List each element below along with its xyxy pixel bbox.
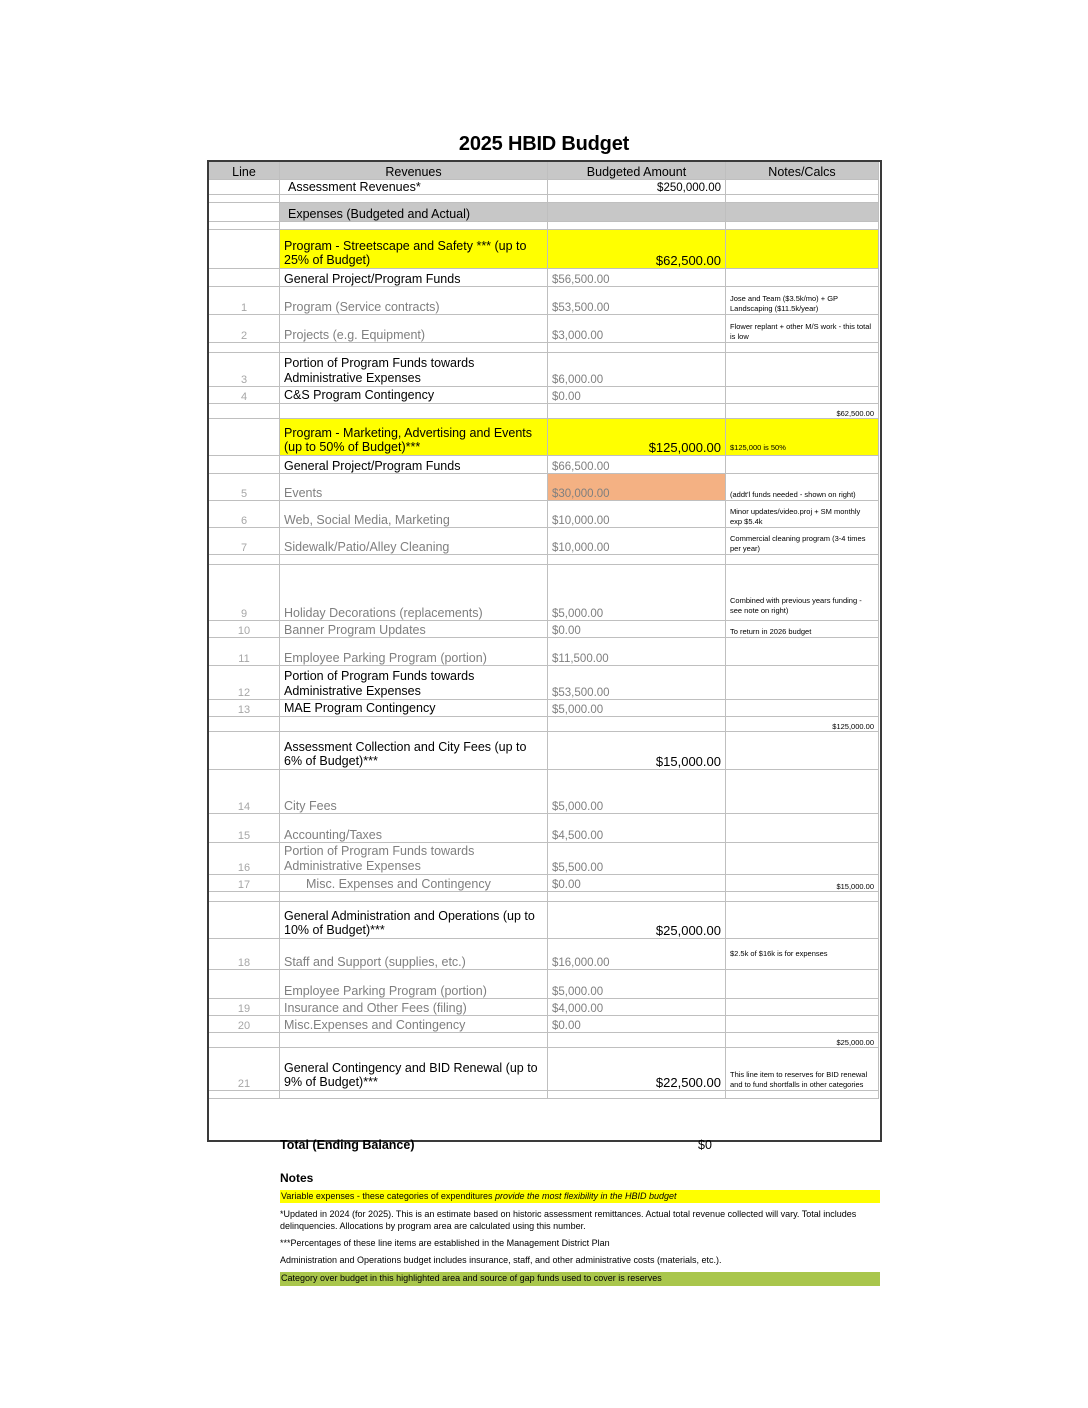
row-note: Combined with previous years funding - see note on right) [726, 565, 879, 621]
row-amount: $5,000.00 [548, 700, 726, 717]
line-number: 1 [209, 287, 280, 315]
line-number: 2 [209, 315, 280, 343]
spacer-line [209, 1091, 280, 1099]
category-header-row [209, 419, 879, 456]
table-row [209, 1016, 879, 1033]
row-label: Employee Parking Program (portion) [280, 638, 548, 666]
row-label: Insurance and Other Fees (filing) [280, 999, 548, 1016]
table-row [209, 565, 879, 621]
table-row [209, 621, 879, 638]
row-note [726, 843, 879, 875]
column-header-amount: Budgeted Amount [548, 162, 726, 180]
table-row [209, 875, 879, 892]
spacer-amt [548, 222, 726, 230]
line-number: 10 [209, 621, 280, 638]
table-row-events [209, 474, 879, 501]
row-note [726, 814, 879, 843]
row-note [726, 999, 879, 1016]
row-note [726, 970, 879, 999]
row-amount: $250,000.00 [548, 180, 726, 195]
subtotal-desc [280, 1033, 548, 1048]
spacer-row [209, 343, 879, 353]
row-note: Jose and Team ($3.5k/mo) + GP Landscaping ($11.5k/year) [726, 287, 879, 315]
line-number: 14 [209, 770, 280, 814]
row-note [726, 353, 879, 387]
table-row [209, 501, 879, 528]
column-header-notes: Notes/Calcs [726, 162, 879, 180]
spacer-notes [726, 892, 879, 902]
category-subtotal: $125,000.00 [726, 717, 879, 732]
row-note: To return in 2026 budget [726, 621, 879, 638]
table-row [209, 970, 879, 999]
row-note [726, 666, 879, 700]
subtotal-line [209, 404, 280, 419]
row-label: C&S Program Contingency [280, 387, 548, 404]
category-header-row-contingency [209, 1048, 879, 1091]
row-note: Commercial cleaning program (3-4 times per year) [726, 528, 879, 555]
row-label: Portion of Program Funds towards Administrative Expenses [280, 843, 548, 875]
table-row [209, 700, 879, 717]
category-note [726, 732, 879, 770]
row-amount: $0.00 [548, 621, 726, 638]
category-amount: $62,500.00 [548, 230, 726, 269]
row-label: Banner Program Updates [280, 621, 548, 638]
row-label: Assessment Revenues* [280, 180, 548, 195]
table-row [209, 528, 879, 555]
budget-table [208, 161, 879, 1099]
row-amount: $53,500.00 [548, 666, 726, 700]
subtotal-row [209, 1033, 879, 1048]
line-number: 6 [209, 501, 280, 528]
row-label: Program (Service contracts) [280, 287, 548, 315]
subtotal-row [209, 717, 879, 732]
row-note [726, 269, 879, 287]
table-row [209, 456, 879, 474]
line-number [209, 732, 280, 770]
row-amount: $4,500.00 [548, 814, 726, 843]
spacer-notes [726, 1091, 879, 1099]
table-row [209, 666, 879, 700]
spacer-line [209, 892, 280, 902]
category-amount: $15,000.00 [548, 732, 726, 770]
line-number: 5 [209, 474, 280, 501]
row-amount: $5,000.00 [548, 970, 726, 999]
row-note [726, 1016, 879, 1033]
table-row [209, 770, 879, 814]
category-subtotal: $25,000.00 [726, 1033, 879, 1048]
line-number: 21 [209, 1048, 280, 1091]
row-label: Staff and Support (supplies, etc.) [280, 939, 548, 970]
spacer-desc [280, 555, 548, 565]
section-line [209, 203, 280, 222]
subtotal-amt [548, 404, 726, 419]
table-row [209, 287, 879, 315]
section-header-expenses [209, 203, 879, 222]
category-title: General Administration and Operations (up to 10% of Budget)*** [280, 902, 548, 939]
section-label: Expenses (Budgeted and Actual) [280, 203, 548, 222]
line-number: 12 [209, 666, 280, 700]
spacer-desc [280, 195, 548, 203]
spacer-amt [548, 555, 726, 565]
spacer-row [209, 1091, 879, 1099]
row-amount: $53,500.00 [548, 287, 726, 315]
column-header-revenues: Revenues [280, 162, 548, 180]
spacer-desc [280, 892, 548, 902]
category-note [726, 902, 879, 939]
row-label: MAE Program Contingency [280, 700, 548, 717]
subtotal-desc [280, 717, 548, 732]
note-variable-italic: provide the most flexibility in the HBID budget [494, 1191, 677, 1201]
category-title: Assessment Collection and City Fees (up to 6% of Budget)*** [280, 732, 548, 770]
spacer-line [209, 343, 280, 353]
table-row [209, 939, 879, 970]
subtotal-line [209, 717, 280, 732]
spacer-amt [548, 1091, 726, 1099]
category-title: General Contingency and BID Renewal (up to 9% of Budget)*** [280, 1048, 548, 1091]
row-amount: $10,000.00 [548, 501, 726, 528]
table-row [209, 814, 879, 843]
note-over-budget: Category over budget in this highlighted area and source of gap funds used to cover is reserves [280, 1272, 880, 1285]
table-row [209, 843, 879, 875]
row-note [726, 700, 879, 717]
line-number: 7 [209, 528, 280, 555]
spacer-amt [548, 892, 726, 902]
row-amount: $5,000.00 [548, 770, 726, 814]
row-note: Minor updates/video.proj + SM monthly exp $5.4k [726, 501, 879, 528]
row-label: General Project/Program Funds [280, 269, 548, 287]
section-notes [726, 203, 879, 222]
subtotal-row [209, 404, 879, 419]
row-label: General Project/Program Funds [280, 456, 548, 474]
row-amount: $66,500.00 [548, 456, 726, 474]
subtotal-amt [548, 1033, 726, 1048]
row-note [726, 456, 879, 474]
note-asterisk: *Updated in 2024 (for 2025). This is an estimate based on historic assessment remittances. Actual total revenue collected will vary. Total includes delinquencies. Allocations by program area are calculated using this number. [280, 1209, 857, 1231]
category-header-row [209, 902, 879, 939]
table-row [209, 999, 879, 1016]
spacer-amt [548, 343, 726, 353]
table-row [209, 638, 879, 666]
row-amount: $16,000.00 [548, 939, 726, 970]
section-amt [548, 203, 726, 222]
row-amount: $10,000.00 [548, 528, 726, 555]
category-amount: $125,000.00 [548, 419, 726, 456]
notes-title: Notes [280, 1171, 314, 1185]
row-amount: $5,500.00 [548, 843, 726, 875]
line-number: 20 [209, 1016, 280, 1033]
note-triple-asterisk: ***Percentages of these line items are established in the Management District Plan [280, 1237, 610, 1248]
row-amount: $56,500.00 [548, 269, 726, 287]
spacer-notes [726, 222, 879, 230]
row-label: Accounting/Taxes [280, 814, 548, 843]
row-note: (addt'l funds needed - shown on right) [726, 474, 879, 501]
spacer-desc [280, 222, 548, 230]
category-note: $125,000 is 50% [726, 419, 879, 456]
category-header-row [209, 230, 879, 269]
row-amount: $0.00 [548, 387, 726, 404]
row-label: Misc. Expenses and Contingency [280, 875, 548, 892]
row-label: Web, Social Media, Marketing [280, 501, 548, 528]
category-header-row [209, 732, 879, 770]
spacer-row [209, 222, 879, 230]
note-variable-expenses [280, 1190, 880, 1203]
spacer-desc [280, 1091, 548, 1099]
line-number [209, 902, 280, 939]
line-number: 9 [209, 565, 280, 621]
row-note: $2.5k of $16k is for expenses [726, 939, 879, 970]
subtotal-desc [280, 404, 548, 419]
table-header-row [209, 162, 879, 180]
category-subtotal: $15,000.00 [726, 875, 879, 892]
row-label: Sidewalk/Patio/Alley Cleaning [280, 528, 548, 555]
row-amount: $11,500.00 [548, 638, 726, 666]
line-number [209, 180, 280, 195]
row-amount: $4,000.00 [548, 999, 726, 1016]
category-title: Program - Streetscape and Safety *** (up to 25% of Budget) [280, 230, 548, 269]
row-label: Portion of Program Funds towards Administrative Expenses [280, 353, 548, 387]
row-note [726, 180, 879, 195]
note-admin-operations: Administration and Operations budget includes insurance, staff, and other administrative costs (materials, etc.). [280, 1255, 722, 1265]
row-label: City Fees [280, 770, 548, 814]
row-amount: $0.00 [548, 1016, 726, 1033]
spacer-row [209, 892, 879, 902]
spacer-line [209, 222, 280, 230]
table-row [209, 269, 879, 287]
table-row [209, 387, 879, 404]
table-row [209, 353, 879, 387]
page-title: 2025 HBID Budget [458, 133, 630, 155]
subtotal-line [209, 1033, 280, 1048]
row-amount: $30,000.00 [548, 474, 726, 501]
category-note: This line item to reserves for BID renewal and to fund shortfalls in other categories [726, 1048, 879, 1091]
notes-section [280, 1171, 880, 1286]
row-amount: $5,000.00 [548, 565, 726, 621]
table-row-assessment-revenues [209, 180, 879, 195]
line-number [209, 230, 280, 269]
spacer-notes [726, 195, 879, 203]
category-subtotal: $62,500.00 [726, 404, 879, 419]
spacer-amt [548, 195, 726, 203]
line-number: 17 [209, 875, 280, 892]
category-amount: $22,500.00 [548, 1048, 726, 1091]
line-number [209, 269, 280, 287]
row-label: Portion of Program Funds towards Administrative Expenses [280, 666, 548, 700]
row-note: Flower replant + other M/S work - this total is low [726, 315, 879, 343]
row-note [726, 387, 879, 404]
category-note [726, 230, 879, 269]
line-number [209, 970, 280, 999]
row-note [726, 638, 879, 666]
line-number: 13 [209, 700, 280, 717]
line-number: 3 [209, 353, 280, 387]
category-amount: $25,000.00 [548, 902, 726, 939]
line-number [209, 419, 280, 456]
line-number: 4 [209, 387, 280, 404]
spacer-row [209, 555, 879, 565]
total-value: $0 [698, 1138, 712, 1152]
row-label: Projects (e.g. Equipment) [280, 315, 548, 343]
column-header-line: Line [209, 162, 280, 180]
table-row [209, 315, 879, 343]
row-label: Employee Parking Program (portion) [280, 970, 548, 999]
note-variable-plain: Variable expenses - these categories of expenditures [281, 1191, 495, 1201]
line-number: 19 [209, 999, 280, 1016]
spacer-notes [726, 343, 879, 353]
spacer-row [209, 195, 879, 203]
total-label: Total (Ending Balance) [280, 1138, 415, 1152]
category-title: Program - Marketing, Advertising and Events (up to 50% of Budget)*** [280, 419, 548, 456]
spacer-desc [280, 343, 548, 353]
row-note [726, 770, 879, 814]
line-number [209, 456, 280, 474]
row-amount: $3,000.00 [548, 315, 726, 343]
line-number: 15 [209, 814, 280, 843]
line-number: 11 [209, 638, 280, 666]
row-label: Misc.Expenses and Contingency [280, 1016, 548, 1033]
row-amount: $0.00 [548, 875, 726, 892]
line-number: 18 [209, 939, 280, 970]
row-label: Holiday Decorations (replacements) [280, 565, 548, 621]
spacer-line [209, 555, 280, 565]
subtotal-amt [548, 717, 726, 732]
spacer-line [209, 195, 280, 203]
row-label: Events [280, 474, 548, 501]
line-number: 16 [209, 843, 280, 875]
spacer-notes [726, 555, 879, 565]
row-amount: $6,000.00 [548, 353, 726, 387]
